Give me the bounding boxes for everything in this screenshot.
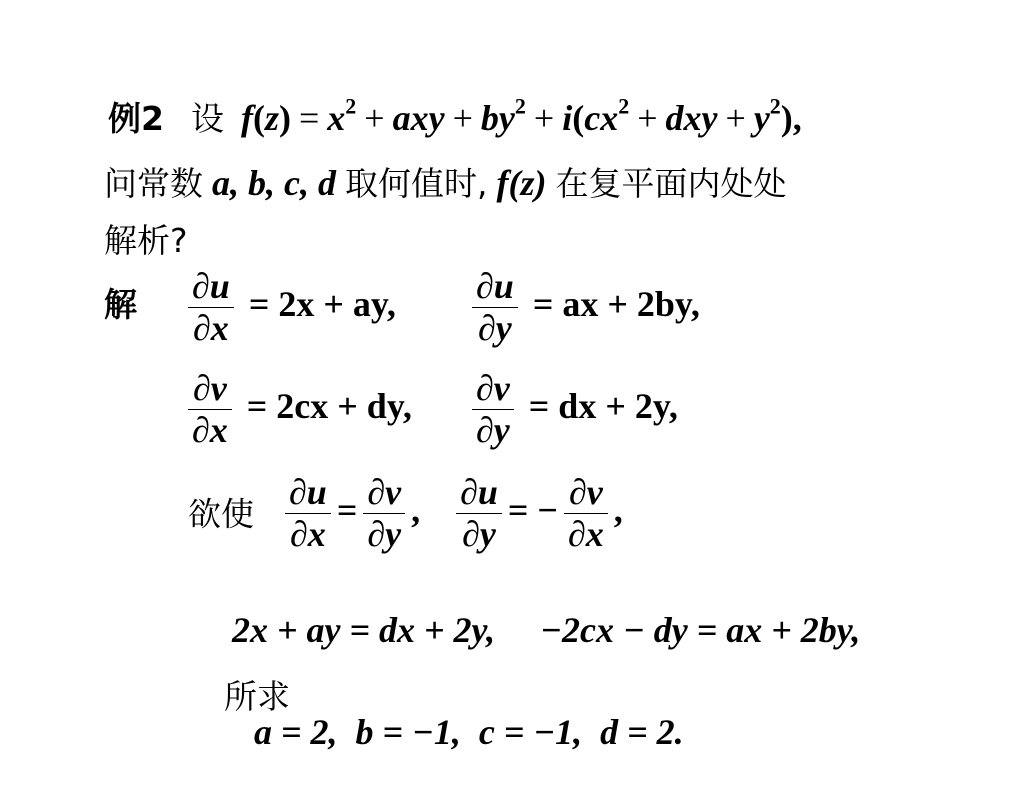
cr-fraction-du-dx: $\frac{\partial u}{\partial x}$ bbox=[285, 472, 331, 556]
fraction-du-dx: $\frac{\partial u}{\partial x}$ bbox=[188, 266, 234, 350]
problem-ask-text-3: 在复平面内处处 bbox=[555, 164, 787, 203]
problem-label: 例2 bbox=[108, 99, 164, 138]
problem-function-name: f(z) bbox=[496, 163, 547, 203]
condition-label: 欲使 bbox=[188, 494, 254, 534]
fraction-dv-dy: $\frac{\partial v}{\partial y}$ bbox=[472, 368, 514, 452]
solution-label: 解 bbox=[104, 285, 137, 324]
cr-fraction-dv-dy: $\frac{\partial v}{\partial y}$ bbox=[363, 472, 405, 556]
cr-fraction-du-dy: $\frac{\partial u}{\partial y}$ bbox=[456, 472, 502, 556]
result-values: a = 2, b = −1, c = −1, d = 2. bbox=[254, 712, 684, 752]
problem-function-definition: f bbox=[240, 98, 253, 138]
problem-line-1: 例2 设 $f(z) = x^2$ + axy + $by^2 + i(cx^2$ + dxy + $y^2$), bbox=[108, 93, 802, 138]
equation-dv-dy: $\frac{\partial v}{\partial y}$ = dx + 2y, bbox=[466, 368, 678, 452]
result-line bbox=[188, 642, 684, 786]
equation-du-dx: $\frac{\partial u}{\partial x}$ = 2x + ay, bbox=[182, 266, 396, 350]
problem-constants: a, b, c, d bbox=[212, 163, 336, 203]
equation-dv-dx: $\frac{\partial v}{\partial x}$ = 2cx + dy, bbox=[182, 368, 412, 452]
problem-analytic-text: 解析? bbox=[104, 221, 188, 260]
problem-line-2 bbox=[104, 165, 786, 201]
fraction-du-dy: $\frac{\partial u}{\partial y}$ bbox=[472, 266, 518, 350]
fraction-dv-dx: $\frac{\partial v}{\partial x}$ bbox=[188, 368, 232, 452]
equation-du-dy: $\frac{\partial u}{\partial y}$ = ax + 2by, bbox=[466, 266, 700, 350]
cr-fraction-dv-dx: $\frac{\partial v}{\partial x}$ bbox=[564, 472, 608, 556]
problem-ask-text: 问常数 bbox=[104, 164, 203, 203]
equation-system: 2x + ay = dx + 2y, −2cx − dy = ax + 2by, bbox=[232, 610, 861, 650]
problem-line-3 bbox=[104, 221, 188, 260]
result-label: 所求 bbox=[224, 677, 290, 716]
cauchy-riemann-condition: 欲使 $\frac{\partial u}{\partial x}$ = $\frac{\partial v}{\partial y}$ , $\frac{\partial u}{\partial y}$ = − $\frac{\partial v}{\partial x}$ , bbox=[188, 472, 623, 555]
problem-set-word: 设 bbox=[190, 99, 224, 138]
problem-ask-text-2: 取何值时, bbox=[344, 164, 488, 203]
